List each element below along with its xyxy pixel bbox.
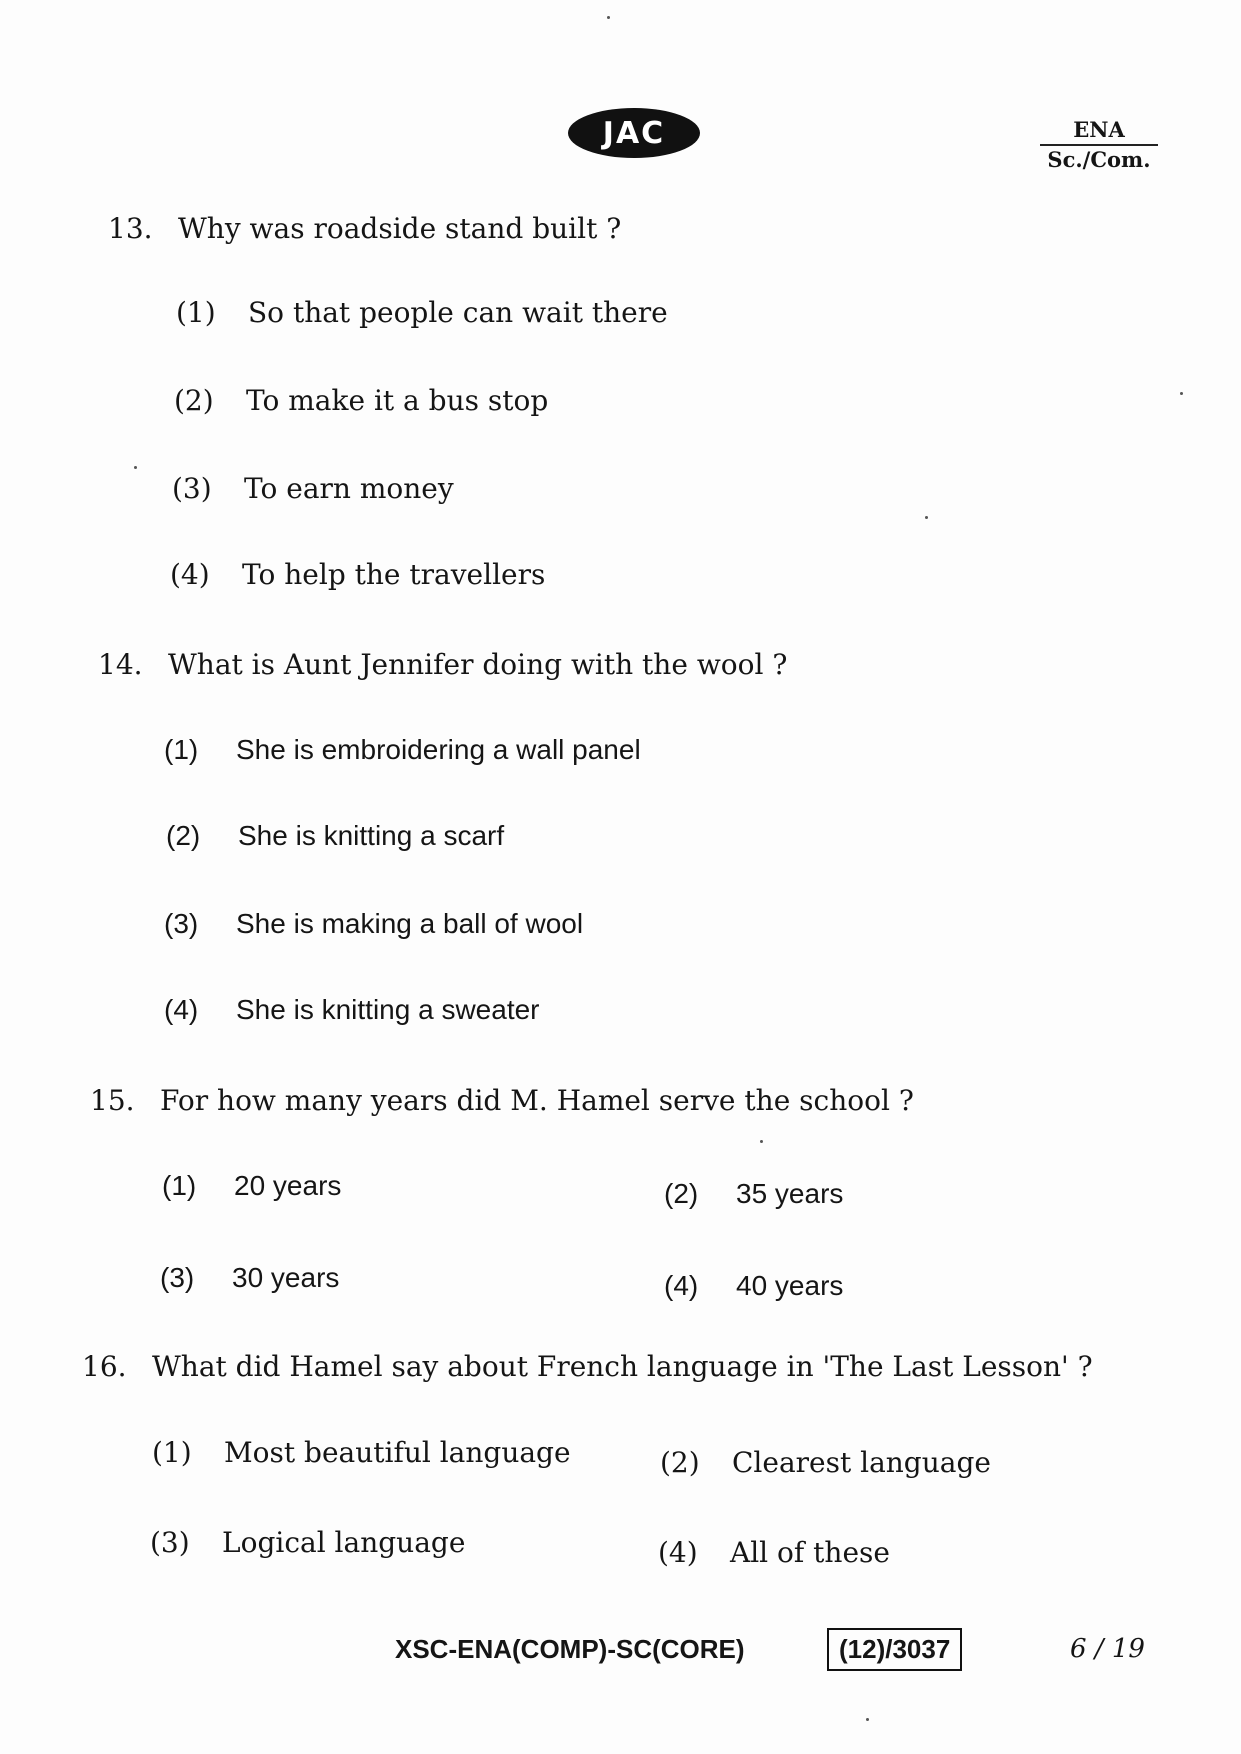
option-number: (1) — [152, 1436, 192, 1469]
question-16-option-4 — [658, 1536, 890, 1569]
scan-speck — [607, 16, 610, 19]
option-number: (1) — [176, 296, 216, 329]
question-14-option-3 — [164, 908, 583, 940]
option-text: Clearest language — [732, 1446, 991, 1479]
question-13-option-2 — [174, 384, 548, 417]
option-text: To make it a bus stop — [246, 384, 549, 417]
option-number: (2) — [166, 820, 201, 851]
option-text: To earn money — [244, 472, 454, 505]
option-text: Most beautiful language — [224, 1436, 571, 1469]
option-number: (1) — [164, 734, 199, 765]
option-text: She is knitting a scarf — [238, 820, 505, 851]
question-16-option-3 — [150, 1526, 465, 1559]
question-15-option-1 — [162, 1170, 341, 1202]
option-text: 40 years — [736, 1270, 844, 1301]
option-text: She is embroidering a wall panel — [236, 734, 641, 765]
question-number: 14. — [98, 648, 143, 681]
subject-code-bottom: Sc./Com. — [1047, 147, 1151, 173]
question-13-option-3 — [172, 472, 454, 505]
subject-code-top: ENA — [1040, 118, 1158, 146]
option-text: 20 years — [234, 1170, 342, 1201]
paper-code: XSC-ENA(COMP)-SC(CORE) — [395, 1634, 745, 1664]
question-14-option-4 — [164, 994, 540, 1026]
option-number: (3) — [160, 1262, 195, 1293]
question-13-option-4 — [170, 558, 545, 591]
question-16-option-1 — [152, 1436, 571, 1469]
scan-speck — [134, 466, 137, 469]
page-number: 6 / 19 — [1070, 1634, 1145, 1664]
option-text: To help the travellers — [242, 558, 546, 591]
question-15-option-4 — [664, 1270, 843, 1302]
question-14-option-1 — [164, 734, 641, 766]
question-15-option-3 — [160, 1262, 339, 1294]
option-number: (2) — [664, 1178, 699, 1209]
option-number: (1) — [162, 1170, 197, 1201]
question-text: For how many years did M. Hamel serve the school ? — [160, 1084, 914, 1117]
option-text: She is making a ball of wool — [236, 908, 584, 939]
option-number: (2) — [660, 1446, 700, 1479]
option-number: (2) — [174, 384, 214, 417]
jac-logo: JAC — [568, 108, 700, 158]
option-text: She is knitting a sweater — [236, 994, 540, 1025]
option-text: So that people can wait there — [248, 296, 668, 329]
scan-speck — [925, 516, 928, 519]
option-text: 30 years — [232, 1262, 340, 1293]
question-14-option-2 — [166, 820, 504, 852]
scan-speck — [866, 1718, 869, 1721]
question-number: 13. — [108, 212, 153, 245]
question-text: What did Hamel say about French language in 'The Last Lesson' ? — [152, 1350, 1093, 1383]
scan-speck — [760, 1140, 763, 1143]
option-number: (4) — [658, 1536, 698, 1569]
option-number: (4) — [664, 1270, 699, 1301]
question-13-option-1 — [176, 296, 668, 329]
option-number: (3) — [164, 908, 199, 939]
option-text: Logical language — [222, 1526, 466, 1559]
question-text: What is Aunt Jennifer doing with the wool ? — [168, 648, 788, 681]
option-text: All of these — [730, 1536, 890, 1569]
option-number: (4) — [170, 558, 210, 591]
scan-speck — [1180, 392, 1183, 395]
option-number: (4) — [164, 994, 199, 1025]
question-text: Why was roadside stand built ? — [178, 212, 622, 245]
question-number: 16. — [82, 1350, 127, 1383]
option-text: 35 years — [736, 1178, 844, 1209]
question-16-option-2 — [660, 1446, 991, 1479]
boxed-code: (12)/3037 — [827, 1628, 962, 1671]
option-number: (3) — [172, 472, 212, 505]
page-footer — [395, 1628, 1175, 1674]
question-15-option-2 — [664, 1178, 843, 1210]
subject-code — [1040, 118, 1158, 172]
option-number: (3) — [150, 1526, 190, 1559]
question-number: 15. — [90, 1084, 135, 1117]
